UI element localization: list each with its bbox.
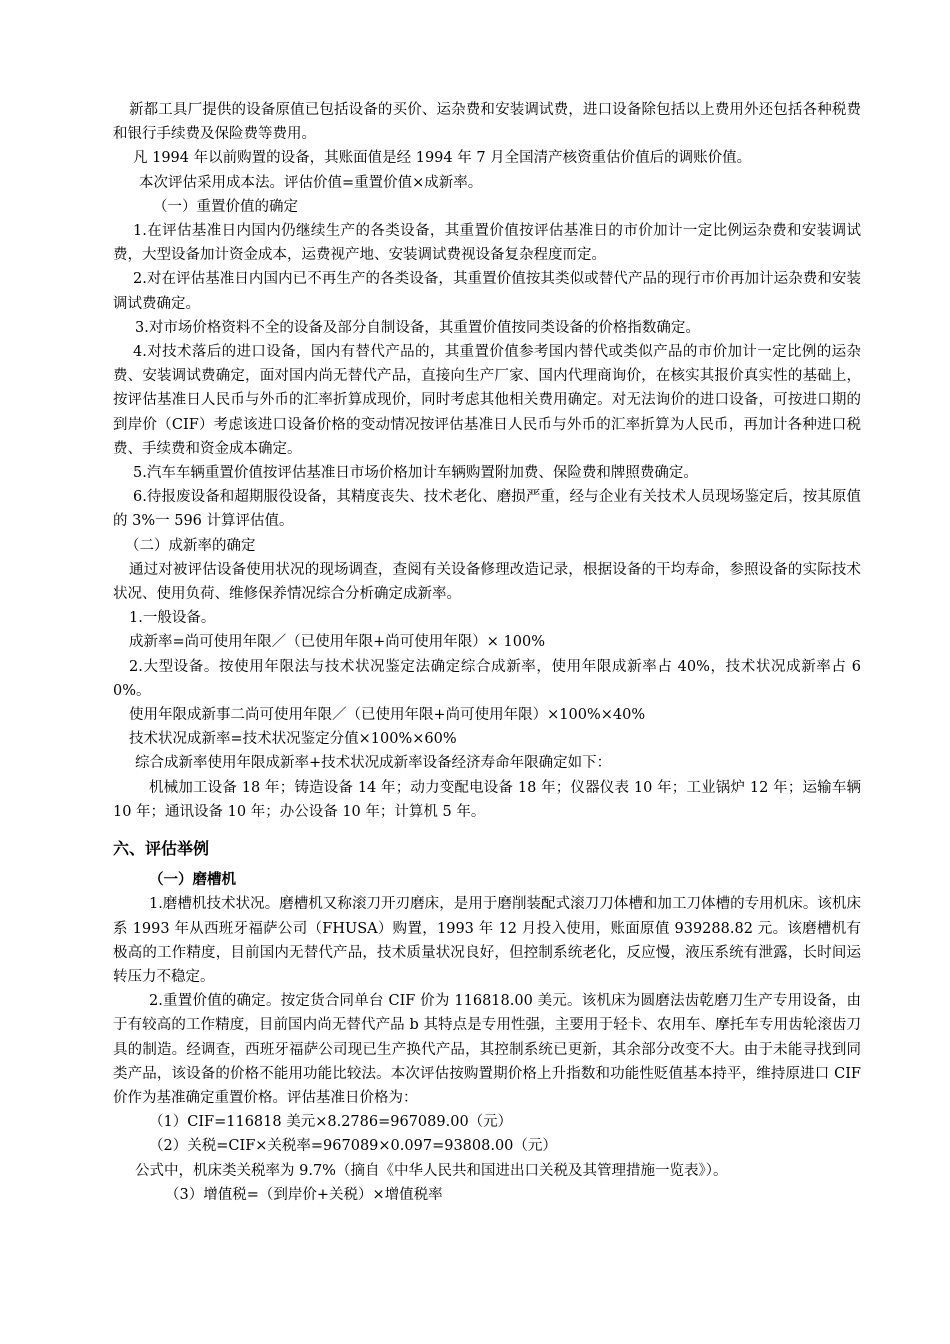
- formula-tariff: （2）关税=CIF×关税率=967089×0.097=93808.00（元）: [149, 1138, 557, 1155]
- paragraph-item-6: 6.待报废设备和超期服役设备，其精度丧失、技术老化、磨损严重，经与企业有关技术人员现场鉴定后，按其原值的 3%一 596 计算评估值。: [113, 489, 861, 530]
- subtitle-replacement-value: （一）重置价值的确定: [153, 198, 298, 215]
- paragraph-item-4: 4.对技术落后的进口设备，国内有替代产品的，其重置价值参考国内替代或类似产品的市价加计一定比例的运杂费、安装调试费确定，面对国内尚无替代产品，直接向生产厂家、国内代理商询价，在核实其报价真实性的基础上，按评估基准日人民币与外币的汇率折算成现价，同时考虑其他相关费用确定。对无法询价的进口设备，可按进口期的到岸价（CIF）考虑该进口设备价格的变动情况按评估基准日人民币与外币的汇率折算为人民币，再加计各种进口税费、手续费和资金成本确定。: [113, 344, 861, 457]
- paragraph-cost-method: 本次评估采用成本法。评估价值=重置价值×成新率。: [139, 174, 483, 191]
- paragraph-equipment-original-value: 新都工具厂提供的设备原值已包括设备的买价、运杂费和安装调试费，进口设备除包括以上费用外还包括各种税费和银行手续费及保险费等费用。: [113, 102, 861, 143]
- formula-cif: （1）CIF=116818 美元×8.2786=967089.00（元）: [149, 1114, 513, 1131]
- paragraph-tariff-note: 公式中，机床类关税率为 9.7%（摘自《中华人民共和国进出口关税及其管理措施一览表》）。: [135, 1162, 728, 1179]
- section-heading: 六、评估举例: [113, 839, 210, 859]
- document-body: [113, 98, 861, 1207]
- paragraph-item-1: 1.在评估基准日内国内仍继续生产的各类设备，其重置价值按评估基准日的市价加计一定比例运杂费和安装调试费，大型设备加计资金成本，运费视产地、安装调试费视设备复杂程度而定。: [113, 223, 861, 264]
- paragraph-large-equipment: 2.大型设备。按使用年限法与技术状况鉴定法确定综合成新率，使用年限成新率占 40%，技术状况成新率占 60%。: [113, 658, 861, 699]
- formula-newness-rate: 成新率=尚可使用年限／（已使用年限+尚可使用年限）× 100%: [129, 634, 546, 651]
- formula-technical-rate: 技术状况成新率=技术状况鉴定分值×100%×60%: [129, 731, 457, 748]
- paragraph-field-survey: 通过对被评估设备使用状况的现场调查，查阅有关设备修理改造记录，根据设备的干均寿命，参照设备的实际技术状况、使用负荷、维修保养情况综合分析确定成新率。: [113, 561, 861, 603]
- paragraph-item-2: 2.对在评估基准日内国内已不再生产的各类设备，其重置价值按其类似或替代产品的现行市价再加计运杂费和安装调试费确定。: [113, 271, 861, 312]
- paragraph-item-5: 5.汽车车辆重置价值按评估基准日市场价格加计车辆购置附加费、保险费和牌照费确定。: [133, 465, 698, 482]
- paragraph-general-equipment: 1.一般设备。: [129, 610, 216, 627]
- paragraph-item-3: 3.对市场价格资料不全的设备及部分自制设备，其重置价值按同类设备的价格指数确定。: [135, 319, 700, 336]
- paragraph-economic-life: 机械加工设备 18 年；铸造设备 14 年；动力变配电设备 18 年；仪器仪表 10 年；工业锅炉 12 年；运输车辆 10 年；通讯设备 10 年；办公设备 10 年；计算机 5 年。: [113, 779, 861, 820]
- paragraph-book-value-1994: 凡 1994 年以前购置的设备，其账面值是经 1994 年 7 月全国清产核资重估价值后的调账价值。: [133, 150, 752, 167]
- paragraph-grinder-replacement: 2.重置价值的确定。按定货合同单台 CIF 价为 116818.00 美元。该机床为圆磨法齿乾磨刀生产专用设备，由于有较高的工作精度，目前国内尚无替代产品 b 其特点是专用性强，主要用于轻卡、农用车、摩托车专用齿轮滚齿刀具的制造。经调查，西班牙福萨公司现已生产换代产品，其控制系统已更新，其余部分改变不大。由于未能寻找到同类产品，该设备的价格不能用功能比较法。本次评估按购置期价格上升指数和功能性贬值基本持平，维持原进口 CIF 价作为基准确定重置价格。评估基准日价格为：: [113, 993, 861, 1106]
- paragraph-grinder-status: 1.磨槽机技术状况。磨槽机又称滚刀开刃磨床，是用于磨削装配式滚刀刀体槽和加工刀体槽的专用机床。该机床系 1993 年从西班牙福萨公司（FHUSA）购置，1993 年 12 月投入使用，账面原值 939288.82 元。该磨槽机有极高的工作精度，目前国内无替代产品，技术质量状况良好，但控制系统老化，反应慢，液压系统有泄露，长时间运转压力不稳定。: [113, 896, 861, 985]
- formula-vat: （3）增值税=（到岸价+关税）×增值税率: [165, 1186, 443, 1203]
- subsection-heading: （一）磨槽机: [149, 872, 236, 889]
- paragraph-combined-rate: 综合成新率使用年限成新率+技术状况成新率设备经济寿命年限确定如下：: [135, 755, 612, 772]
- formula-service-life-rate: 使用年限成新事二尚可使用年限／（已使用年限+尚可使用年限）×100%×40%: [129, 707, 646, 724]
- subtitle-newness-rate: （二）成新率的确定: [125, 537, 256, 554]
